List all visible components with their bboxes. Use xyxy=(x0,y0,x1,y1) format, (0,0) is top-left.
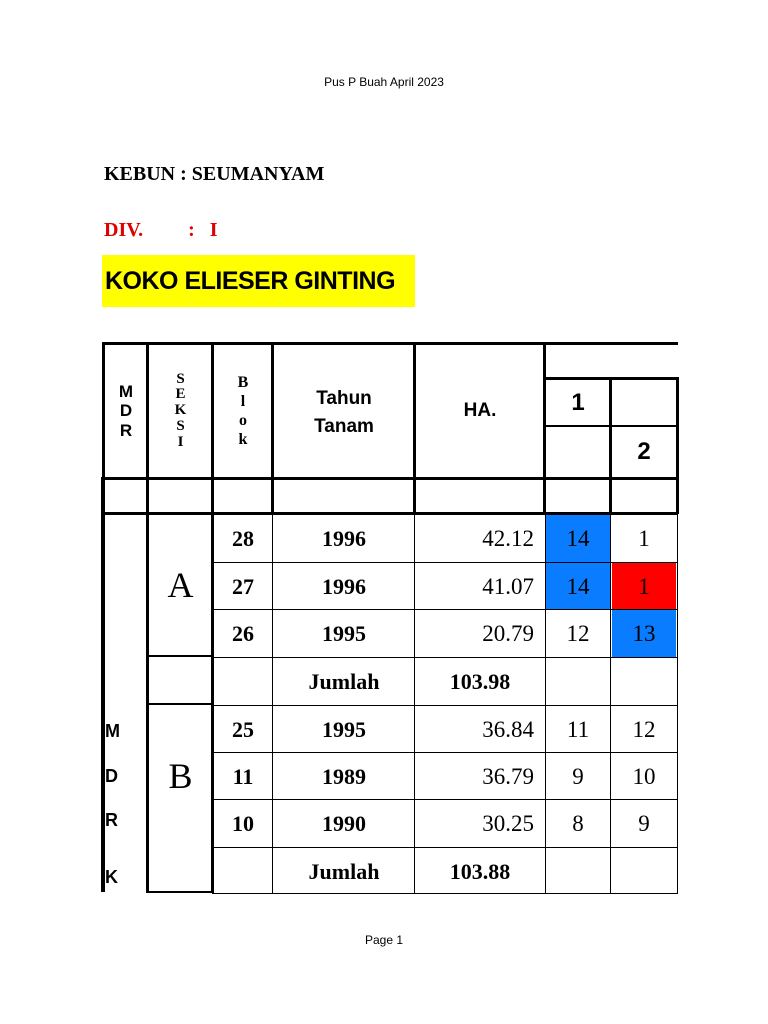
table-grid-line xyxy=(146,703,214,705)
column-1-header: 1 xyxy=(571,389,585,416)
tahun-tanam-cell: 1990 xyxy=(322,810,366,836)
tahun-tanam-cell: 1995 xyxy=(322,716,366,742)
blok-cell: 26 xyxy=(232,620,254,646)
column-1-cell: 11 xyxy=(566,716,590,742)
table-grid-line xyxy=(212,562,677,563)
table-grid-line xyxy=(102,342,105,478)
blok-header: B l o k xyxy=(237,373,249,449)
seksi-header: S E K S I xyxy=(174,370,187,450)
blok-cell: 25 xyxy=(232,716,254,742)
table-grid-line xyxy=(212,705,677,706)
blok-cell: 28 xyxy=(232,525,254,551)
blok-cell: 11 xyxy=(232,763,254,789)
table-grid-line xyxy=(212,657,677,658)
column-2-cell: 1 xyxy=(638,525,650,551)
table-grid-line xyxy=(146,891,214,893)
table-grid-line xyxy=(677,514,678,894)
table-grid-line xyxy=(676,377,679,514)
seksi-a-label: A xyxy=(167,565,194,605)
ha-cell: 41.07 xyxy=(482,573,534,599)
table-grid-line xyxy=(102,477,678,480)
mdrk-side-label: M D R K xyxy=(105,721,120,887)
table-grid-line xyxy=(271,342,274,514)
table-grid-line xyxy=(146,342,149,892)
jumlah-label: Jumlah xyxy=(308,858,380,884)
employee-name-banner: KOKO ELIESER GINTING xyxy=(102,255,415,307)
page-footer: Page 1 xyxy=(364,933,404,947)
column-2-cell: 9 xyxy=(638,810,650,836)
ha-cell: 30.25 xyxy=(482,810,534,836)
column-2-cell: 13 xyxy=(612,610,676,657)
table-grid-line xyxy=(413,342,416,514)
table-grid-line xyxy=(212,752,677,753)
column-2-cell: 1 xyxy=(612,563,676,610)
seksi-b-label: B xyxy=(168,756,193,796)
column-2-cell: 10 xyxy=(632,763,656,789)
table-grid-line xyxy=(101,477,105,892)
table-grid-line xyxy=(212,609,677,610)
column-1-cell: 12 xyxy=(566,620,590,646)
ha-cell: 20.79 xyxy=(482,620,534,646)
page-header-note: Pus P Buah April 2023 xyxy=(324,75,444,89)
table-grid-line xyxy=(212,893,677,894)
ha-header: HA. xyxy=(463,400,497,421)
table-grid-line xyxy=(414,514,415,894)
tahun-tanam-cell: 1996 xyxy=(322,525,366,551)
table-grid-line xyxy=(102,512,678,515)
kebun-title: KEBUN : SEUMANYAM xyxy=(104,163,325,185)
table-grid-line xyxy=(102,342,678,345)
table-grid-line xyxy=(146,655,214,657)
division-label: DIV. : I xyxy=(104,219,218,241)
table-grid-line xyxy=(543,342,546,514)
jumlah-ha-total: 103.98 xyxy=(449,668,511,694)
table-grid-line xyxy=(272,514,273,894)
tahun-tanam-cell: 1995 xyxy=(322,620,366,646)
table-grid-line xyxy=(211,342,214,892)
column-2-cell: 12 xyxy=(632,716,656,742)
table-grid-line xyxy=(212,799,677,800)
tahun-tanam-cell: 1996 xyxy=(322,573,366,599)
blok-cell: 27 xyxy=(232,573,254,599)
tahun-tanam-header: Tahun Tanam xyxy=(314,388,374,437)
column-1-cell: 14 xyxy=(546,515,610,562)
blok-cell: 10 xyxy=(232,810,254,836)
column-2-header: 2 xyxy=(637,438,651,465)
table-grid-line xyxy=(212,847,677,848)
jumlah-ha-total: 103.88 xyxy=(449,858,511,884)
mdr-header: M D R xyxy=(118,382,134,440)
ha-cell: 36.84 xyxy=(482,716,534,742)
table-grid-line xyxy=(610,514,611,894)
table-grid-line xyxy=(545,514,546,894)
ha-cell: 36.79 xyxy=(482,763,534,789)
column-1-cell: 9 xyxy=(572,763,584,789)
table-grid-line xyxy=(609,377,612,514)
ha-cell: 42.12 xyxy=(482,525,534,551)
jumlah-label: Jumlah xyxy=(308,668,380,694)
column-1-cell: 14 xyxy=(546,563,610,610)
tahun-tanam-cell: 1989 xyxy=(322,763,366,789)
column-1-cell: 8 xyxy=(572,810,584,836)
